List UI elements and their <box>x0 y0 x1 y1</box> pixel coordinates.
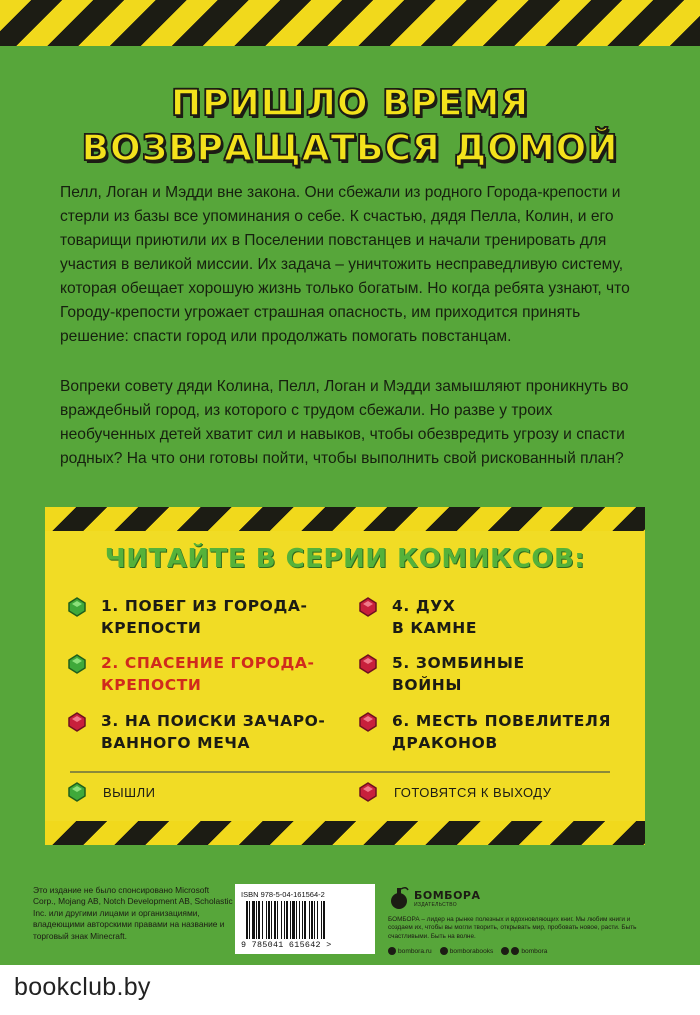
bombora-logo-icon <box>388 886 410 910</box>
series-divider <box>70 771 610 773</box>
isbn-barcode <box>235 884 375 954</box>
youtube-icon <box>511 947 519 955</box>
barcode-bar <box>256 901 257 939</box>
barcode-bar <box>258 901 260 939</box>
series-book-title: 4. ДУХ В КАМНЕ <box>392 597 478 637</box>
description-paragraph-1: Пелл, Логан и Мэдди вне закона. Они сбежали из родного Города-крепости и стерли из базы все упоминания о себе. К счастью, дядя Пелла, Колин, и его товарищи приютили их в Поселении повстанцев и начали тренировать для участия в великой миссии. Их задача – уничтожить несправедливую систему, которая обещает хорошую жизнь только богатым. Но когда ребята узнают, что Городу-крепости угрожает страшная опасность, им приходится принять решение: спасти город или продолжать помогать повстанцам. <box>60 184 630 345</box>
series-book-title: 6. МЕСТЬ ПОВЕЛИТЕЛЯ ДРАКОНОВ <box>392 712 612 752</box>
hazard-stripe-panel-top <box>45 507 645 531</box>
publisher-name: БОМБОРА <box>414 888 481 902</box>
headline-line-1: ПРИШЛО ВРЕМЯ <box>170 83 530 124</box>
legal-disclaimer: Это издание не было спонсировано Microsoft Corp., Mojang AB, Notch Development AB, Scholastic Inc. или другими лицами и организациями, владеющими авторскими правами на название и торговый знак Minecraft. <box>33 885 233 941</box>
series-book-5 <box>358 652 525 696</box>
barcode-bar <box>302 901 303 939</box>
green-emerald-icon <box>67 597 87 617</box>
red-gem-icon <box>67 712 87 732</box>
barcode-bar <box>249 901 250 939</box>
barcode-bar <box>284 901 285 939</box>
red-gem-icon <box>358 654 378 674</box>
legend-upcoming <box>358 782 551 802</box>
barcode-icon <box>245 901 367 939</box>
social-link[interactable]: bombora <box>501 947 547 955</box>
publisher-subtitle: ИЗДАТЕЛЬСТВО <box>414 901 457 908</box>
series-book-6 <box>358 710 611 754</box>
legend-upcoming-label: ГОТОВЯТСЯ К ВЫХОДУ <box>394 784 552 800</box>
publisher-logo <box>388 886 638 910</box>
barcode-bar <box>268 901 270 939</box>
barcode-bar <box>246 901 248 939</box>
vk-icon <box>440 947 448 955</box>
description-paragraph-2: Вопреки совету дяди Колина, Пелл, Логан и Мэдди замышляют проникнуть во враждебный город, из которого с трудом сбежали. Но разве у троих необученных детей хватит сил и навыков, чтобы обезвредить угрозу и спасти родных? На что они готовы пойти, чтобы выполнить свой рискованный план? <box>60 378 629 467</box>
red-gem-icon <box>358 712 378 732</box>
series-book-1 <box>67 595 308 639</box>
series-book-title: 3. НА ПОИСКИ ЗАЧАРО- ВАННОГО МЕЧА <box>101 712 326 752</box>
site-watermark: bookclub.by <box>14 973 151 1001</box>
legend-published <box>67 782 155 802</box>
series-book-title: 5. ЗОМБИНЫЕ ВОЙНЫ <box>392 654 525 694</box>
watermark-footer <box>0 965 700 1015</box>
barcode-bar <box>317 901 318 939</box>
publisher-socials <box>388 947 638 955</box>
series-book-title: 1. ПОБЕГ ИЗ ГОРОДА- КРЕПОСТИ <box>101 597 308 637</box>
barcode-bar <box>274 901 276 939</box>
barcode-bar <box>323 901 325 939</box>
barcode-bar <box>309 901 310 939</box>
barcode-bar <box>286 901 288 939</box>
barcode-bar <box>311 901 313 939</box>
series-book-4 <box>358 595 477 639</box>
red-gem-icon <box>358 782 378 802</box>
barcode-bar <box>304 901 306 939</box>
social-link[interactable]: bombora.ru <box>388 947 432 955</box>
barcode-number: 9 785041 615642 > <box>241 940 332 950</box>
barcode-bar <box>271 901 272 939</box>
headline-line-2: ВОЗВРАЩАТЬСЯ ДОМОЙ <box>81 128 619 169</box>
hazard-stripe-panel-bottom <box>45 821 645 845</box>
barcode-bar <box>314 901 315 939</box>
barcode-bar <box>262 901 263 939</box>
barcode-bar <box>266 901 267 939</box>
barcode-bar <box>281 901 282 939</box>
legend-published-label: ВЫШЛИ <box>103 784 156 800</box>
green-emerald-icon <box>67 782 87 802</box>
social-link[interactable]: bomborabooks <box>440 947 494 955</box>
green-emerald-icon <box>67 654 87 674</box>
barcode-bar <box>292 901 295 939</box>
series-panel <box>45 507 645 845</box>
red-gem-icon <box>358 597 378 617</box>
barcode-bar <box>299 901 300 939</box>
hazard-stripe-top <box>0 0 700 46</box>
series-book-2 <box>67 652 315 696</box>
barcode-bar <box>252 901 255 939</box>
series-heading: ЧИТАЙТЕ В СЕРИИ КОМИКСОВ: <box>104 544 586 574</box>
series-book-3 <box>67 710 325 754</box>
telegram-icon <box>501 947 509 955</box>
barcode-bar <box>296 901 297 939</box>
publisher-block <box>388 886 638 955</box>
barcode-bar <box>277 901 278 939</box>
isbn-label: ISBN 978-5-04-161564-2 <box>241 890 325 899</box>
series-book-title: 2. СПАСЕНИЕ ГОРОДА- КРЕПОСТИ <box>101 654 315 694</box>
barcode-bar <box>321 901 322 939</box>
publisher-about: БОМБОРА – лидер на рынке полезных и вдохновляющих книг. Мы любим книги и создаем их, чтобы вы могли творить, открывать мир, пробовать новое, расти. Быть счастливыми. Быть на волне. <box>388 916 637 940</box>
instagram-icon <box>388 947 396 955</box>
barcode-bar <box>290 901 291 939</box>
